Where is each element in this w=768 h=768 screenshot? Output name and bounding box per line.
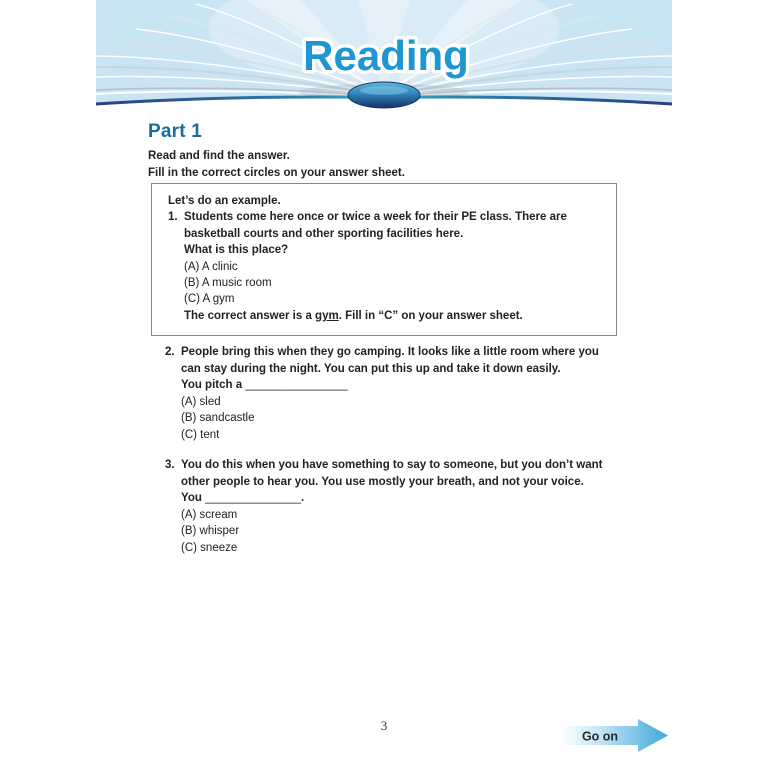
page-number: 3 [380,718,388,733]
answer-option-b: (B) sandcastle [181,412,255,425]
answer-option-c: (C) tent [181,428,220,441]
open-book-illustration [96,0,672,112]
section-title: Reading [303,32,469,79]
example-intro: Let’s do an example. [168,195,281,207]
instruction-line: Read and find the answer. [148,150,290,162]
reading-section-banner [96,0,672,112]
answer-option-c: (C) sneeze [181,541,238,554]
prompt-suffix: . [301,492,305,505]
question-text: Students come here once or twice a week for their PE class. There are basketball courts and other sporting facilities here. [184,211,567,240]
fill-in-blank: _______________ [205,492,301,505]
prompt-text: You pitch a [181,379,246,392]
answer-prefix: The correct answer is a [184,309,316,322]
go-on-arrow-icon [562,719,668,752]
go-on-label: Go on [581,729,619,744]
answer-option-a: (A) sled [181,395,221,408]
question-number: 2. [165,346,175,358]
answer-word: gym [315,309,339,322]
answer-option-a: (A) scream [181,508,238,521]
answer-option-a: (A) A clinic [184,260,238,273]
prompt-text: You [181,492,206,505]
example-question [168,209,603,324]
answer-option-c: (C) A gym [184,293,235,306]
example-answer-line [184,308,603,324]
instruction-line: Fill in the correct circles on your answer sheet. [148,166,405,179]
question-number: 3. [165,459,175,471]
question-prompt [181,377,621,394]
part-title: Part 1 [148,121,203,142]
part-instructions [148,148,405,181]
question-3 [165,457,621,557]
question-2 [165,344,621,444]
example-box [151,183,617,336]
answer-suffix: . Fill in “C” on your answer sheet. [338,309,523,322]
question-text: People bring this when they go camping. It looks like a little room where you can stay during the night. You can put this up and take it down easily. [181,346,599,375]
question-number: 1. [168,211,178,224]
go-on-button[interactable] [562,719,668,752]
answer-option-b: (B) whisper [181,525,240,538]
question-text: You do this when you have something to say to someone, but you don’t want other people to hear you. You use mostly your breath, and not your voice. [181,459,603,488]
fill-in-blank: ________________ [245,379,348,392]
question-prompt: What is this place? [184,244,289,257]
answer-option-b: (B) A music room [184,277,272,290]
question-prompt [181,490,621,507]
